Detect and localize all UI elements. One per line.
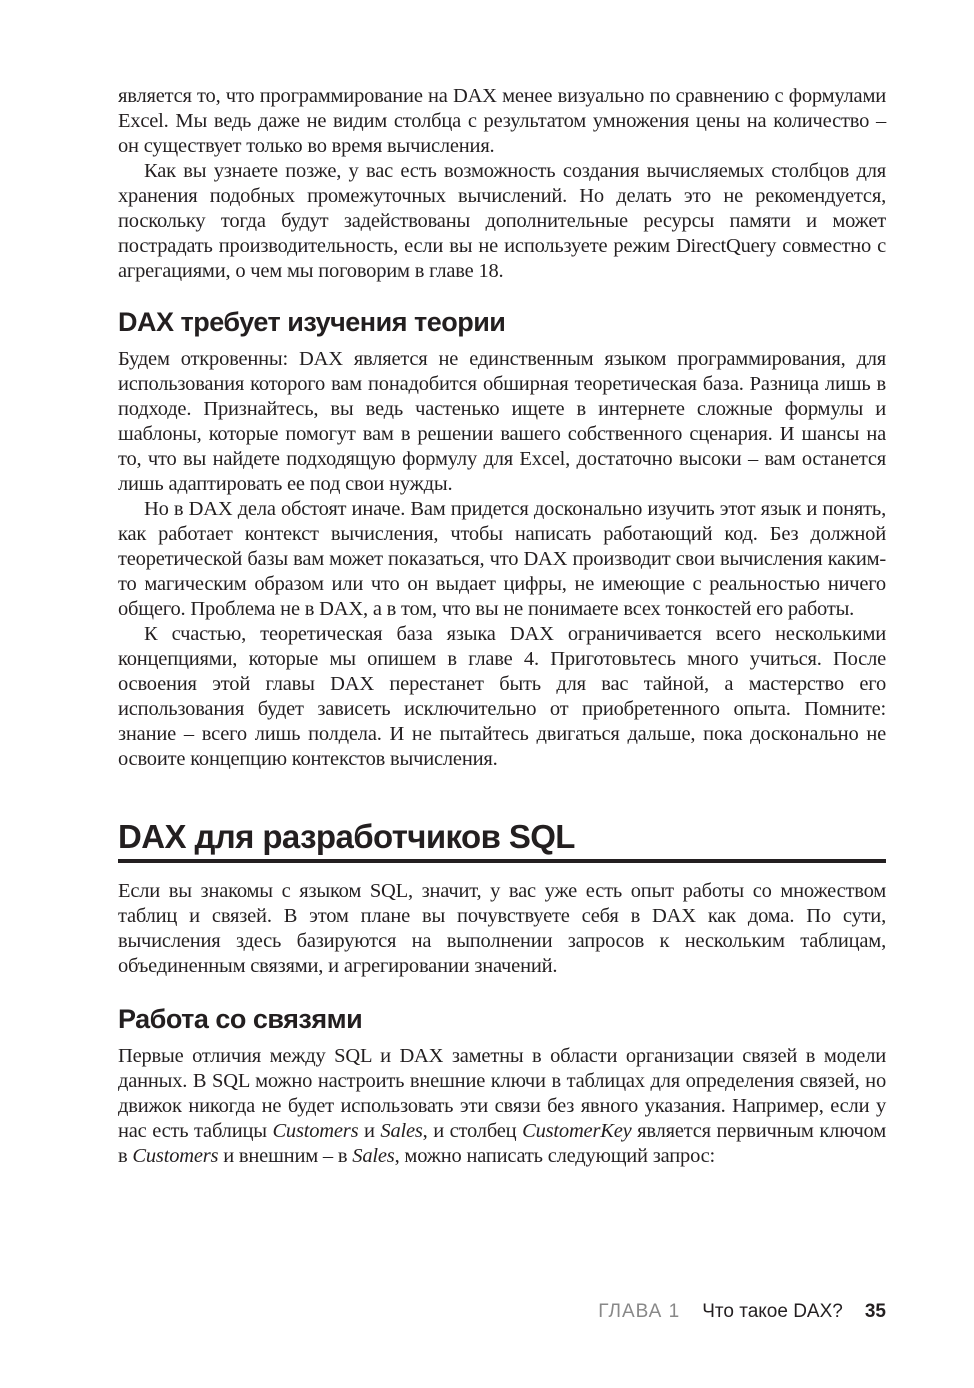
paragraph: является то, что программирование на DAX менее визуально по сравнению с формулами Excel. Мы ведь даже не видим столбца с результатом умножения цены на количество – он существует только во время вычисления. (118, 85, 886, 157)
paragraph: Но в DAX дела обстоят иначе. Вам придется досконально изучить этот язык и понять, как работает контекст вычисления, чтобы написать работающий код. Без должной теоретической базы вам может показаться, что DAX производит свои вычисления каким-то магическим образом или что он выдает цифры, не имеющие с реальностью ничего общего. Проблема не в DAX, а в том, что вы не понимаете всех тонкостей его работы. (118, 498, 886, 620)
section-heading-sql: DAX для разработчиков SQL (118, 818, 575, 855)
section-heading-theory: DAX требует изучения теории (118, 307, 506, 337)
paragraph-relations: Первые отличия между SQL и DAX заметны в области организации связей в модели данных. В SQL можно настроить внешние ключи в таблицах для определения связей, но движок никогда не будет использовать эти связи без явного указания. Например, если у нас есть таблицы Customers и Sales, и столбец CustomerKey является первичным ключом в Customers и внешним – в Sales, можно написать следующий запрос: (118, 1045, 886, 1167)
paragraph: Будем откровенны: DAX является не единственным языком программирования, для использования которого вам понадобится обширная теоретическая база. Разница лишь в подходе. Признайтесь, вы ведь частенько ищете в интернете сложные формулы и шаблоны, которые помогут вам в решении вашего собственного сценария. И шансы на то, что вы найдете подходящую формулу для Excel, достаточно высоки – вам останется лишь адаптировать ее под свои нужды. (118, 348, 886, 495)
term-customerkey: CustomerKey (522, 1120, 632, 1142)
footer-chapter: ГЛАВА 1 (598, 1301, 681, 1322)
section-heading-relations: Работа со связями (118, 1004, 363, 1034)
term-customers: Customers (272, 1120, 359, 1142)
paragraph: Если вы знакомы с языком SQL, значит, у вас уже есть опыт работы со множеством таблиц и связей. В этом плане вы почувствуете себя в DAX как дома. По сути, вычисления здесь базируются на выполнении запросов к нескольким таблицам, объединенным связями, и агрегировании значений. (118, 880, 886, 977)
footer-chapter-title: Что такое DAX? (702, 1301, 843, 1322)
term-sales: Sales (380, 1120, 423, 1142)
term-customers: Customers (132, 1145, 219, 1167)
page-body (118, 84, 886, 1169)
paragraph: Как вы узнаете позже, у вас есть возможность создания вычисляемых столбцов для хранения подобных промежуточных вычислений. Но делать это не рекомендуется, поскольку тогда будут задействованы дополнительные ресурсы памяти и может пострадать производительность, если вы не используете режим DirectQuery совместно с агрегациями, о чем мы поговорим в главе 18. (118, 160, 886, 282)
paragraph: К счастью, теоретическая база языка DAX ограничивается всего несколькими концепциями, которые мы опишем в главе 4. Приготовьтесь много учиться. После освоения этой главы DAX перестанет быть для вас тайной, а мастерство его использования будет зависеть исключительно от приобретенного опыта. Помните: знание – всего лишь полдела. И не пытайтесь двигаться дальше, пока досконально не освоите концепцию контекстов вычисления. (118, 623, 886, 770)
page-number: 35 (864, 1301, 886, 1322)
term-sales: Sales (352, 1145, 395, 1167)
page-footer (598, 1301, 886, 1323)
